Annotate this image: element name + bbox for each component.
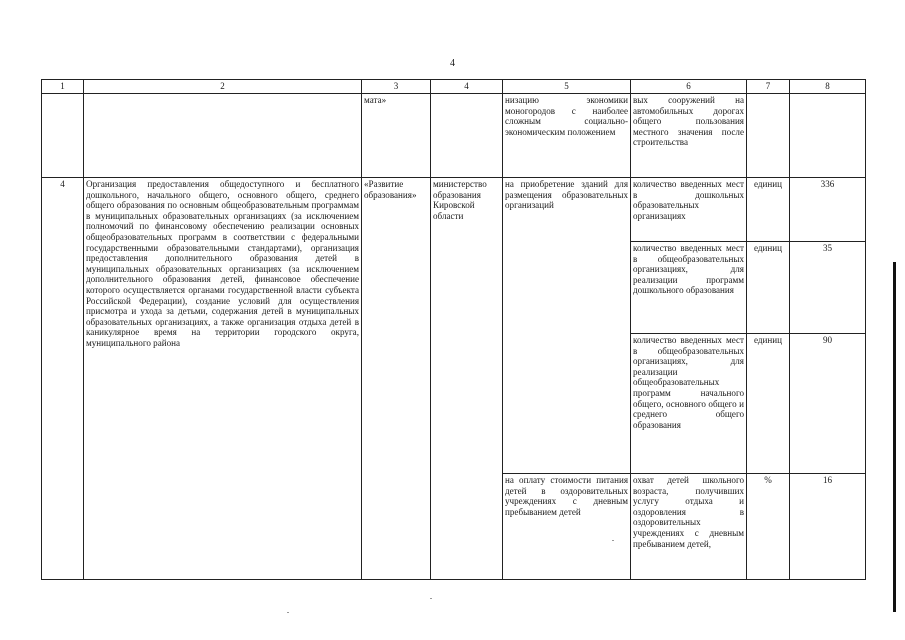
row-description: Организация предоставления общедоступного и бесплатного дошкольного, начального общего, основного общего, среднего общего образования по основным общеобразовательным программам в муниципальных образовательных организациях (за исключением полномочий по финансовому обеспечению реализации основных общеобразовательных программ в соответствии с федеральными государственными образовательными стандартами), организация предоставления дополнительного образования детей в муниципальных образовательных организациях (за исключением дополнительного образования детей, финансовое обеспечение которого осуществляется органами государственной власти субъекта Российской Федерации), создание условий для осуществления присмотра и ухода за детьми, содержания детей в муниципальных образовательных организациях, а также организация отдыха детей в каникулярное время на территории городского округа, муниципального района: [84, 178, 362, 580]
column-number-row: [42, 80, 866, 94]
column-number: 1: [42, 80, 84, 94]
indicator-name: количество введенных мест в дошкольных образовательных организациях: [631, 178, 747, 242]
indicator-name: количество введенных мест в общеобразовательных организациях, для реализации общеобразовательных программ начального общего, основного общего и среднего общего образования: [631, 334, 747, 474]
page-number: 4: [450, 58, 455, 69]
indicator-unit: единиц: [747, 178, 790, 242]
table-row: [42, 178, 866, 242]
row-purpose: на оплату стоимости питания детей в оздоровительных учреждениях с дневным пребыванием детей: [503, 474, 631, 580]
scan-edge-line: [893, 262, 896, 612]
column-number: 8: [790, 80, 866, 94]
indicator-value: 16: [790, 474, 866, 580]
row-number: 4: [42, 178, 84, 580]
scan-speck: [430, 598, 432, 599]
column-number: 3: [362, 80, 431, 94]
indicator-name: охват детей школьного возраста, получивших услугу отдыха и оздоровления в оздоровительных учреждениях с дневным пребыванием детей,: [631, 474, 747, 580]
indicator-value: 336: [790, 178, 866, 242]
indicator-unit: единиц: [747, 334, 790, 474]
continuation-indicator: вых сооружений на автомобильных дорогах общего пользования местного значения после строительства: [631, 94, 747, 178]
indicator-value: 90: [790, 334, 866, 474]
column-number: 4: [431, 80, 503, 94]
cell-empty: [42, 94, 84, 178]
scan-speck: [612, 540, 614, 541]
column-number: 2: [84, 80, 362, 94]
indicator-unit: единиц: [747, 242, 790, 334]
row-program: «Развитие образования»: [362, 178, 431, 580]
cell-empty: [747, 94, 790, 178]
row-ministry: министерство образования Кировской области: [431, 178, 503, 580]
column-number: 7: [747, 80, 790, 94]
row-purpose: на приобретение зданий для размещения образовательных организаций: [503, 178, 631, 474]
continuation-row: [42, 94, 866, 178]
indicator-name: количество введенных мест в общеобразовательных организациях, для реализации программ дошкольного образования: [631, 242, 747, 334]
cell-empty: [84, 94, 362, 178]
scan-speck: [287, 612, 289, 613]
indicator-value: 35: [790, 242, 866, 334]
column-number: 5: [503, 80, 631, 94]
continuation-program: мата»: [362, 94, 431, 178]
continuation-purpose: низацию экономики моногородов с наиболее сложным социально-экономическим положением: [503, 94, 631, 178]
cell-empty: [790, 94, 866, 178]
column-number: 6: [631, 80, 747, 94]
data-table: [41, 79, 866, 580]
cell-empty: [431, 94, 503, 178]
indicator-unit: %: [747, 474, 790, 580]
